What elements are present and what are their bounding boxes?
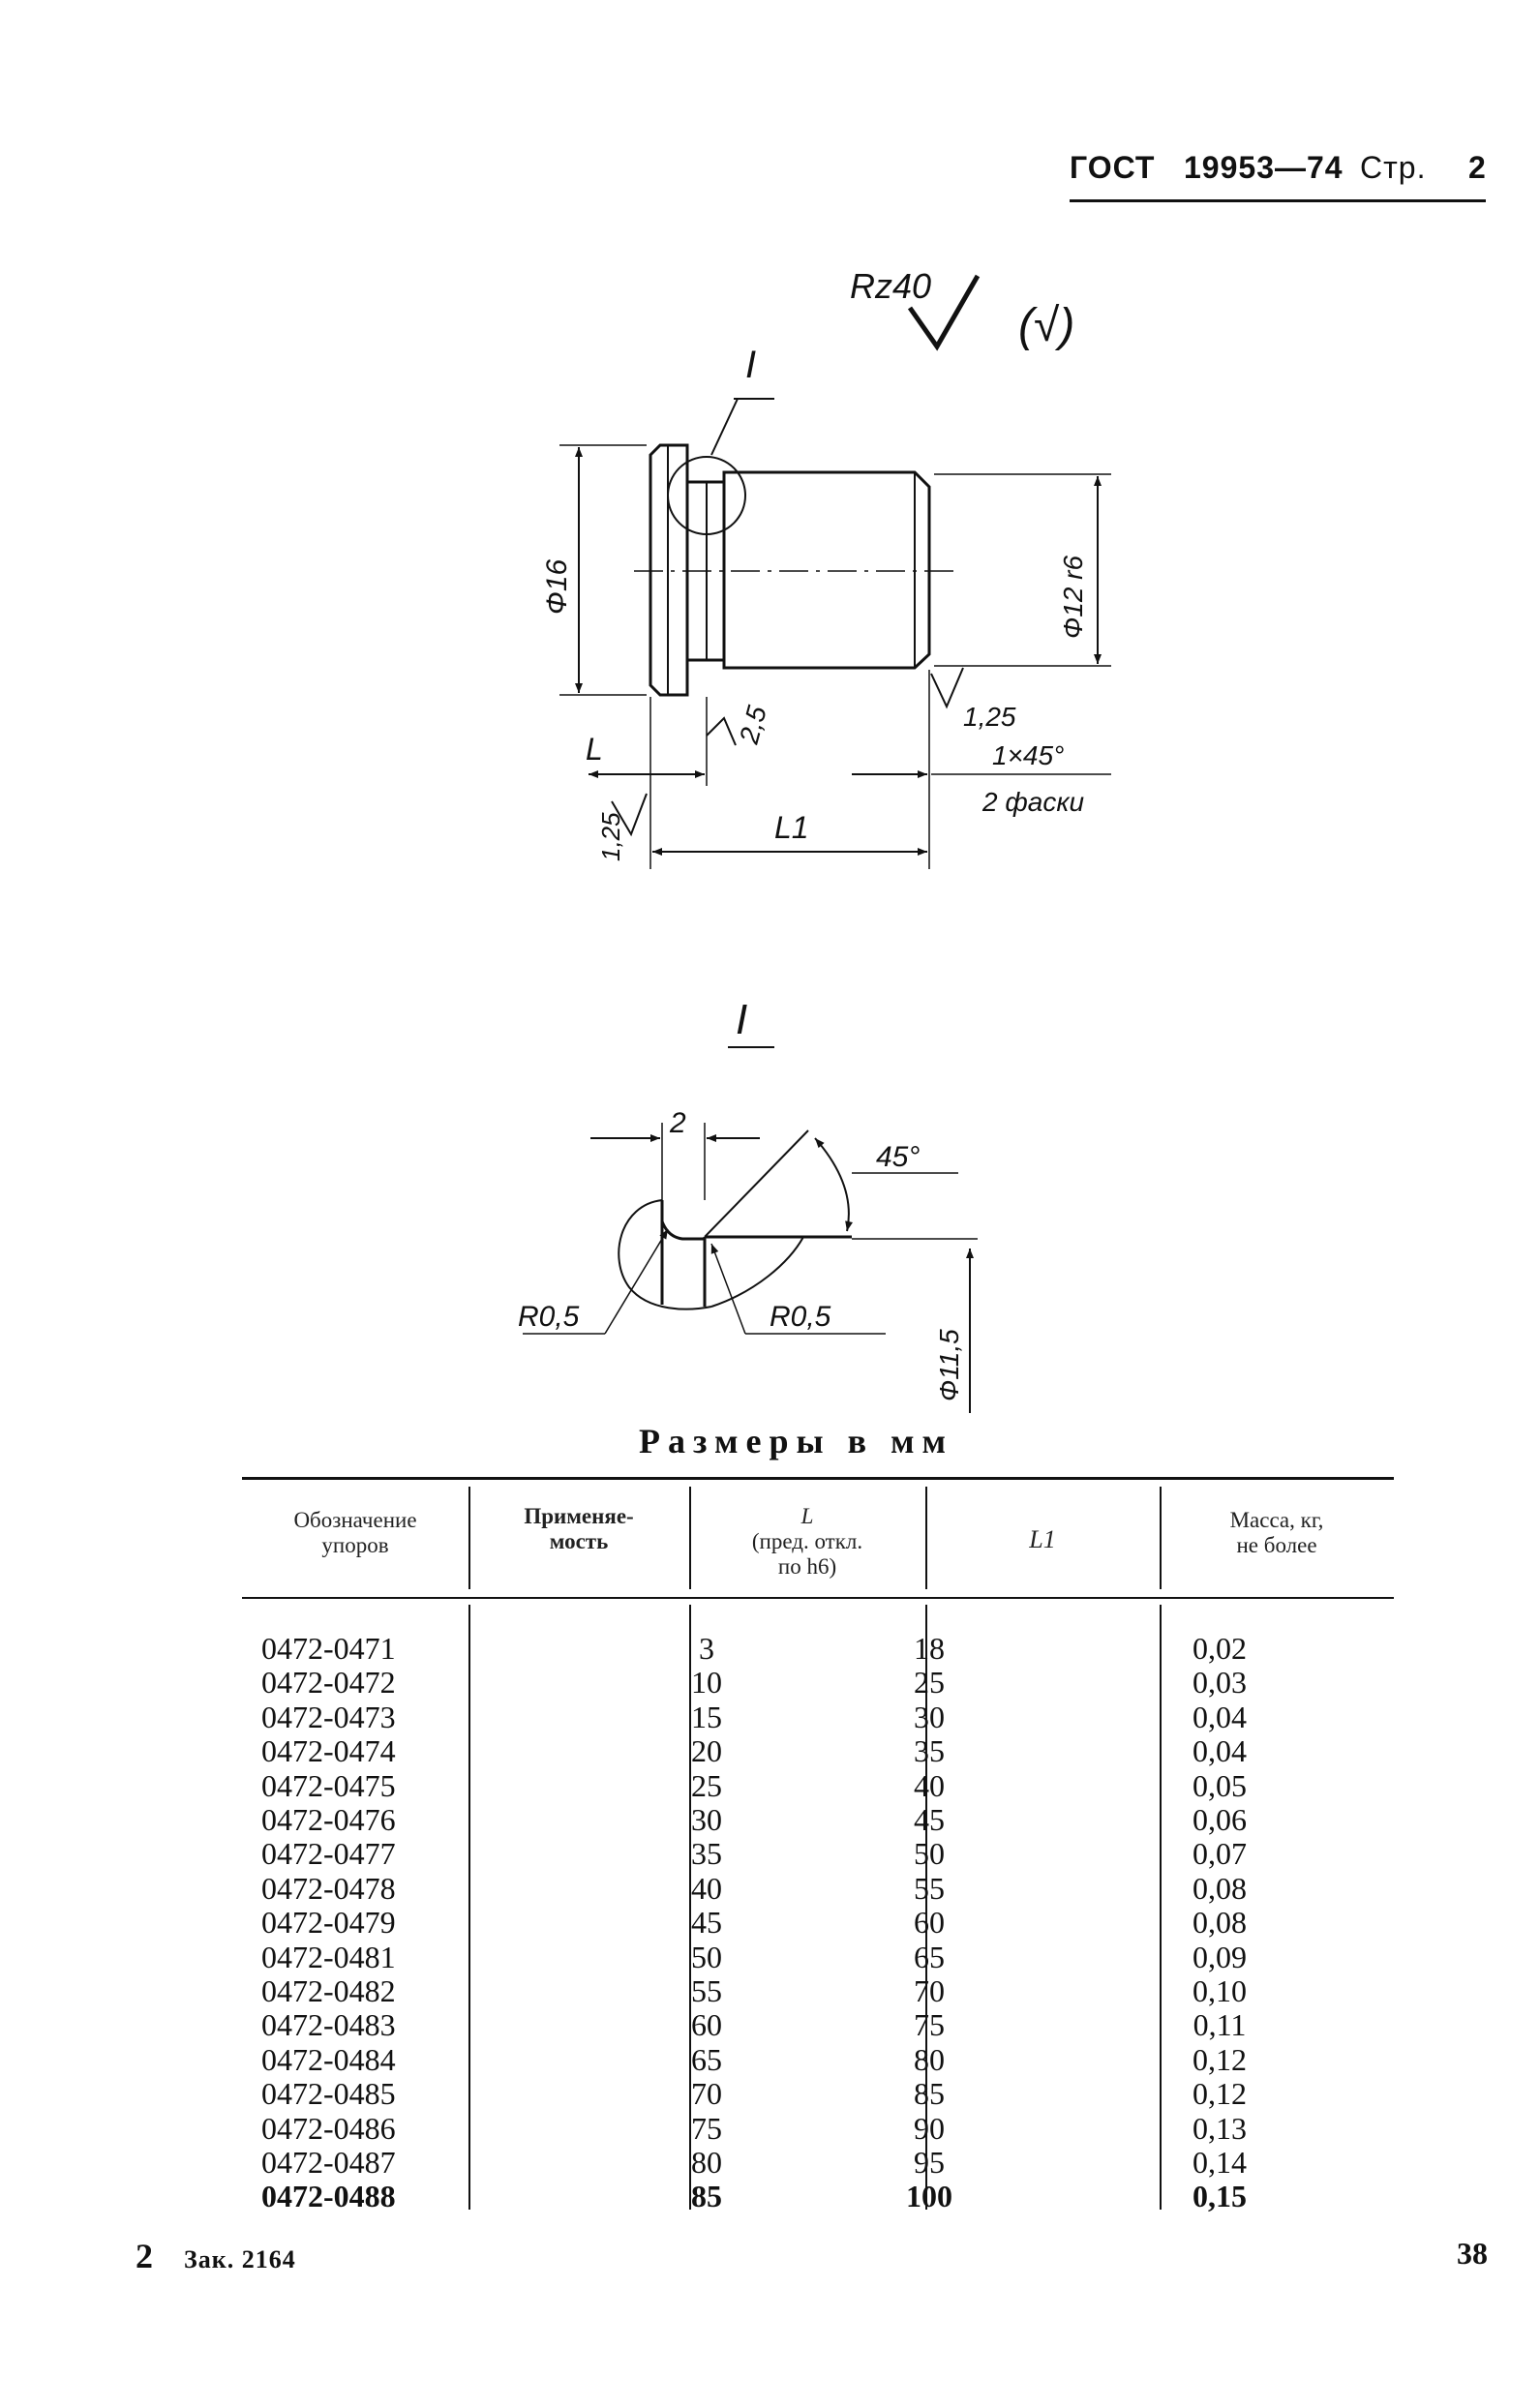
cell-mass: 0,03	[1193, 1665, 1247, 1701]
cell-code: 0472-0487	[261, 2145, 396, 2180]
page-label: Стр.	[1360, 150, 1427, 185]
cell-mass: 0,08	[1193, 1870, 1247, 1906]
cell-L1: 25	[914, 1665, 945, 1701]
chamfer-count: 2 фаски	[982, 787, 1085, 817]
cell-code: 0472-0483	[261, 2007, 396, 2043]
cell-L1: 75	[914, 2007, 945, 2043]
header-code-line1: Обозначение	[293, 1508, 417, 1532]
cell-mass: 0,12	[1193, 2076, 1247, 2112]
header-code	[242, 1508, 468, 1558]
cell-mass: 0,06	[1193, 1802, 1247, 1837]
part-shank	[724, 472, 929, 668]
cell-L1: 45	[914, 1802, 945, 1837]
view-mark: I	[745, 344, 757, 386]
cell-L: 15	[691, 1699, 722, 1734]
cell-L: 20	[691, 1733, 722, 1769]
cell-code: 0472-0475	[261, 1767, 396, 1803]
cell-L1: 80	[914, 2041, 945, 2077]
standard-label: ГОСТ	[1070, 150, 1156, 185]
cell-L: 3	[699, 1631, 714, 1666]
cell-L: 30	[691, 1802, 722, 1837]
angle-label: 45°	[876, 1141, 921, 1173]
cell-L: 50	[691, 1939, 722, 1974]
cell-L: 40	[691, 1870, 722, 1906]
cell-mass: 0,08	[1193, 1905, 1247, 1941]
cell-code: 0472-0471	[261, 1631, 396, 1666]
cell-L1: 18	[914, 1631, 945, 1666]
cell-code: 0472-0476	[261, 1802, 396, 1837]
cell-L1: 30	[914, 1699, 945, 1734]
radius-right-label: R0,5	[770, 1301, 831, 1333]
cell-L: 65	[691, 2041, 722, 2077]
header-mass-line2: не более	[1236, 1533, 1317, 1557]
cell-mass: 0,04	[1193, 1733, 1247, 1769]
cell-code: 0472-0474	[261, 1733, 396, 1769]
header-L1	[925, 1527, 1160, 1552]
cell-code: 0472-0479	[261, 1905, 396, 1941]
cell-code: 0472-0478	[261, 1870, 396, 1906]
cell-L: 80	[691, 2145, 722, 2180]
cell-mass: 0,04	[1193, 1699, 1247, 1734]
detail-dia-label: Ф11,5	[934, 1329, 964, 1401]
cell-L1: 60	[914, 1905, 945, 1941]
dimensions-table	[242, 1477, 1394, 2212]
cell-mass: 0,02	[1193, 1631, 1247, 1666]
cell-L: 85	[691, 2179, 722, 2214]
header-L	[689, 1504, 925, 1580]
cell-L: 60	[691, 2007, 722, 2043]
cell-mass: 0,11	[1193, 2007, 1247, 2043]
radius-left-label: R0,5	[518, 1301, 580, 1333]
cell-L1: 95	[914, 2145, 945, 2180]
roughness-face: 1,25	[596, 812, 625, 861]
header-L-line3: по h6)	[777, 1554, 837, 1579]
cell-L1: 35	[914, 1733, 945, 1769]
cell-L1: 50	[914, 1836, 945, 1872]
cell-L1: 100	[906, 2179, 952, 2214]
cell-mass: 0,10	[1193, 1973, 1247, 2008]
header-mass	[1160, 1508, 1394, 1558]
footer-sheet-number: 38	[1457, 2236, 1488, 2271]
standard-number: 19953—74	[1184, 150, 1344, 185]
cell-code: 0472-0472	[261, 1665, 396, 1701]
footer-order: Зак. 2164	[184, 2245, 296, 2273]
cell-mass: 0,14	[1193, 2145, 1247, 2180]
cell-code: 0472-0482	[261, 1973, 396, 2008]
cell-L1: 55	[914, 1870, 945, 1906]
dia-head-label: Ф16	[541, 558, 573, 615]
cell-mass: 0,13	[1193, 2110, 1247, 2146]
roughness-paren: (√)	[1018, 300, 1075, 351]
header-L-line2: (пред. откл.	[751, 1529, 863, 1553]
header-L1-text: L1	[1029, 1525, 1056, 1553]
detail-title: I	[736, 996, 748, 1043]
header-mass-line1: Масса, кг,	[1229, 1508, 1324, 1532]
cell-L: 25	[691, 1767, 722, 1803]
cell-code: 0472-0484	[261, 2041, 396, 2077]
footer-page-number: 2	[136, 2237, 153, 2275]
cell-L: 70	[691, 2076, 722, 2112]
roughness-chamfer: 1,25	[963, 702, 1016, 732]
roughness-symbol: Rz40	[850, 266, 932, 306]
page-number: 2	[1468, 150, 1487, 185]
cell-code: 0472-0485	[261, 2076, 396, 2112]
dia-shank-label: Ф12 r6	[1058, 555, 1088, 639]
cell-L: 35	[691, 1836, 722, 1872]
undercut-label: 2,5	[733, 702, 772, 747]
cell-mass: 0,12	[1193, 2041, 1247, 2077]
cell-mass: 0,05	[1193, 1767, 1247, 1803]
page-footer	[136, 2236, 296, 2276]
table-body	[242, 1632, 1394, 2212]
cell-L1: 40	[914, 1767, 945, 1803]
cell-L: 75	[691, 2110, 722, 2146]
cell-code: 0472-0473	[261, 1699, 396, 1734]
header-use-line2: мость	[549, 1529, 609, 1553]
cell-code: 0472-0481	[261, 1939, 396, 1974]
chamfer-spec: 1×45°	[992, 740, 1065, 770]
main-view	[541, 266, 1111, 869]
cell-L: 45	[691, 1905, 722, 1941]
cell-code: 0472-0488	[261, 2179, 396, 2214]
cell-mass: 0,15	[1193, 2179, 1247, 2214]
cell-L1: 85	[914, 2076, 945, 2112]
table-top-rule	[242, 1477, 1394, 1480]
cell-L: 55	[691, 1973, 722, 2008]
cell-L: 10	[691, 1665, 722, 1701]
dim-L-label: L	[586, 732, 603, 767]
cell-L1: 70	[914, 1973, 945, 2008]
detail-width-label: 2	[670, 1107, 686, 1139]
dim-L1-label: L1	[774, 810, 809, 845]
table-header-rule	[242, 1597, 1394, 1599]
cell-code: 0472-0486	[261, 2110, 396, 2146]
header-code-line2: упоров	[321, 1533, 389, 1557]
header-use-line1: Применяе-	[524, 1504, 634, 1528]
header-use	[468, 1504, 689, 1554]
table-title: Размеры в мм	[639, 1422, 954, 1460]
cell-mass: 0,09	[1193, 1939, 1247, 1974]
header-L-line1: L	[800, 1504, 814, 1528]
cell-L1: 65	[914, 1939, 945, 1974]
cell-mass: 0,07	[1193, 1836, 1247, 1872]
cell-code: 0472-0477	[261, 1836, 396, 1872]
cell-L1: 90	[914, 2110, 945, 2146]
detail-view	[518, 996, 978, 1413]
